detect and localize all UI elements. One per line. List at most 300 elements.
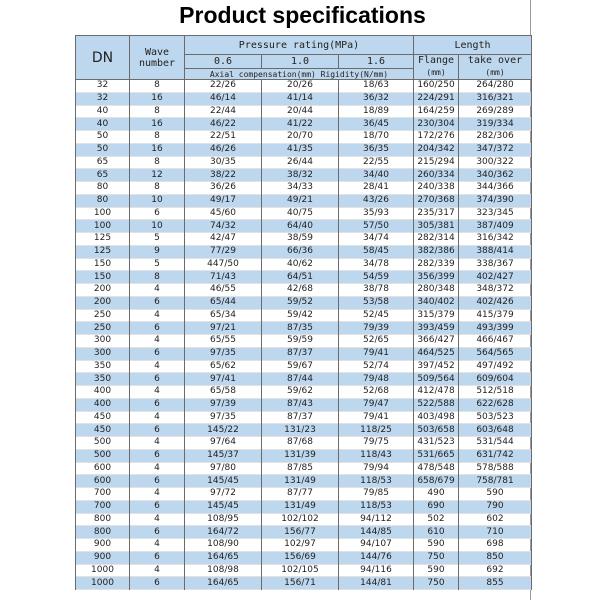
cell-axial-1-0: 59/62 [262,386,339,399]
cell-axial-1-6: 79/94 [339,462,414,475]
cell-wave-number: 16 [130,118,185,131]
cell-take-over: 466/467 [459,335,532,348]
cell-flange: 503/658 [414,424,459,437]
table-row [76,80,532,93]
cell-axial-0-6: 97/80 [185,462,262,475]
cell-axial-1-0: 87/85 [262,462,339,475]
cell-dn: 150 [76,271,130,284]
cell-axial-1-6: 52/65 [339,335,414,348]
cell-axial-0-6: 145/22 [185,424,262,437]
cell-wave-number: 6 [130,424,185,437]
cell-take-over: 316/321 [459,92,532,105]
flange-unit: (mm) [426,68,446,77]
cell-take-over: 340/362 [459,169,532,182]
header-pressure-0-6: 0.6 [185,55,262,69]
cell-axial-1-0: 87/37 [262,411,339,424]
cell-axial-1-0: 38/32 [262,169,339,182]
cell-axial-1-0: 102/97 [262,539,339,552]
cell-take-over: 323/345 [459,207,532,220]
cell-dn: 800 [76,513,130,526]
cell-wave-number: 6 [130,577,185,590]
cell-take-over: 388/414 [459,245,532,258]
cell-take-over: 710 [459,526,532,539]
cell-dn: 800 [76,526,130,539]
table-row [76,105,532,118]
cell-axial-1-6: 144/81 [339,577,414,590]
cell-axial-1-6: 18/89 [339,105,414,118]
cell-axial-0-6: 97/39 [185,398,262,411]
cell-axial-1-6: 79/48 [339,373,414,386]
cell-axial-1-6: 79/41 [339,347,414,360]
cell-wave-number: 6 [130,526,185,539]
cell-flange: 397/452 [414,360,459,373]
table-row [76,271,532,284]
cell-dn: 200 [76,284,130,297]
cell-axial-0-6: 97/21 [185,322,262,335]
cell-axial-0-6: 97/41 [185,373,262,386]
table-row [76,437,532,450]
cell-flange: 509/564 [414,373,459,386]
cell-dn: 65 [76,169,130,182]
cell-axial-1-6: 36/35 [339,143,414,156]
cell-take-over: 758/781 [459,475,532,488]
cell-axial-0-6: 164/65 [185,551,262,564]
cell-axial-0-6: 97/64 [185,437,262,450]
cell-wave-number: 16 [130,92,185,105]
cell-axial-1-0: 87/44 [262,373,339,386]
cell-axial-1-0: 102/105 [262,564,339,577]
cell-wave-number: 16 [130,143,185,156]
cell-flange: 172/276 [414,131,459,144]
cell-axial-1-6: 58/45 [339,245,414,258]
table-row [76,309,532,322]
cell-axial-1-0: 87/43 [262,398,339,411]
cell-take-over: 692 [459,564,532,577]
cell-dn: 250 [76,322,130,335]
cell-axial-1-0: 20/26 [262,80,339,93]
header-take-over [459,55,532,80]
cell-wave-number: 4 [130,360,185,373]
cell-axial-1-6: 38/78 [339,284,414,297]
cell-dn: 80 [76,182,130,195]
cell-wave-number: 4 [130,564,185,577]
cell-dn: 450 [76,424,130,437]
cell-wave-number: 4 [130,513,185,526]
cell-flange: 224/291 [414,92,459,105]
cell-take-over: 402/427 [459,271,532,284]
cell-flange: 230/304 [414,118,459,131]
cell-take-over: 790 [459,500,532,513]
cell-take-over: 374/390 [459,194,532,207]
cell-take-over: 269/289 [459,105,532,118]
cell-axial-1-0: 41/22 [262,118,339,131]
cell-take-over: 402/426 [459,296,532,309]
cell-axial-1-0: 64/51 [262,271,339,284]
cell-flange: 382/386 [414,245,459,258]
cell-wave-number: 10 [130,220,185,233]
table-row [76,386,532,399]
cell-wave-number: 4 [130,462,185,475]
cell-dn: 100 [76,207,130,220]
table-row [76,360,532,373]
table-row [76,564,532,577]
cell-axial-1-0: 131/39 [262,449,339,462]
cell-axial-1-6: 34/40 [339,169,414,182]
cell-axial-0-6: 97/35 [185,347,262,360]
cell-wave-number: 6 [130,398,185,411]
table-row [76,194,532,207]
cell-take-over: 264/280 [459,80,532,93]
table-row [76,233,532,246]
cell-wave-number: 8 [130,271,185,284]
cell-axial-0-6: 42/47 [185,233,262,246]
table-row [76,500,532,513]
cell-flange: 282/314 [414,233,459,246]
table-row [76,335,532,348]
cell-wave-number: 4 [130,335,185,348]
cell-flange: 340/402 [414,296,459,309]
cell-axial-1-0: 26/44 [262,156,339,169]
cell-take-over: 578/588 [459,462,532,475]
cell-axial-1-0: 102/102 [262,513,339,526]
cell-dn: 500 [76,437,130,450]
cell-take-over: 338/367 [459,258,532,271]
cell-axial-0-6: 46/55 [185,284,262,297]
cell-flange: 366/427 [414,335,459,348]
cell-axial-1-6: 118/53 [339,475,414,488]
cell-axial-0-6: 145/37 [185,449,262,462]
cell-flange: 403/498 [414,411,459,424]
cell-axial-0-6: 65/44 [185,296,262,309]
cell-flange: 531/665 [414,449,459,462]
cell-axial-1-0: 20/44 [262,105,339,118]
cell-flange: 160/250 [414,80,459,93]
cell-wave-number: 5 [130,258,185,271]
cell-take-over: 497/492 [459,360,532,373]
cell-flange: 235/317 [414,207,459,220]
cell-take-over: 603/648 [459,424,532,437]
cell-axial-0-6: 108/95 [185,513,262,526]
cell-axial-1-6: 54/59 [339,271,414,284]
cell-flange: 282/339 [414,258,459,271]
cell-axial-0-6: 145/45 [185,475,262,488]
cell-axial-0-6: 36/26 [185,182,262,195]
cell-dn: 50 [76,143,130,156]
cell-dn: 350 [76,373,130,386]
table-row [76,92,532,105]
table-row [76,220,532,233]
table-row [76,156,532,169]
cell-axial-0-6: 22/26 [185,80,262,93]
cell-wave-number: 4 [130,284,185,297]
cell-axial-0-6: 46/22 [185,118,262,131]
cell-take-over: 347/372 [459,143,532,156]
cell-axial-1-0: 87/68 [262,437,339,450]
header-axial-rigidity: Axial compensation(mm) Rigidity(N/mm) [185,69,414,80]
cell-dn: 65 [76,156,130,169]
cell-flange: 356/399 [414,271,459,284]
cell-axial-1-6: 53/58 [339,296,414,309]
cell-axial-1-6: 79/75 [339,437,414,450]
cell-axial-1-0: 40/75 [262,207,339,220]
cell-axial-1-0: 156/71 [262,577,339,590]
cell-dn: 40 [76,118,130,131]
cell-dn: 350 [76,360,130,373]
cell-dn: 300 [76,335,130,348]
cell-flange: 164/259 [414,105,459,118]
cell-axial-1-0: 42/68 [262,284,339,297]
cell-flange: 260/334 [414,169,459,182]
header-length: Length [414,36,532,55]
cell-take-over: 531/544 [459,437,532,450]
cell-axial-0-6: 65/55 [185,335,262,348]
cell-take-over: 855 [459,577,532,590]
table-row [76,577,532,590]
cell-take-over: 319/334 [459,118,532,131]
cell-flange: 270/368 [414,194,459,207]
cell-axial-1-0: 87/77 [262,488,339,501]
cell-wave-number: 6 [130,207,185,220]
header-pressure-rating: Pressure rating(MPa) [185,36,414,55]
cell-flange: 750 [414,551,459,564]
cell-take-over: 415/379 [459,309,532,322]
cell-axial-1-6: 79/47 [339,398,414,411]
cell-dn: 700 [76,500,130,513]
cell-dn: 100 [76,220,130,233]
table-row [76,449,532,462]
cell-take-over: 602 [459,513,532,526]
header-pressure-1-0: 1.0 [262,55,339,69]
table-row [76,551,532,564]
cell-axial-1-6: 94/116 [339,564,414,577]
cell-flange: 431/523 [414,437,459,450]
cell-flange: 204/342 [414,143,459,156]
cell-wave-number: 9 [130,245,185,258]
cell-axial-0-6: 74/32 [185,220,262,233]
cell-axial-1-6: 22/55 [339,156,414,169]
cell-axial-1-6: 144/85 [339,526,414,539]
cell-wave-number: 8 [130,182,185,195]
cell-axial-0-6: 108/98 [185,564,262,577]
cell-flange: 393/459 [414,322,459,335]
cell-wave-number: 8 [130,131,185,144]
cell-wave-number: 6 [130,347,185,360]
cell-axial-1-0: 38/59 [262,233,339,246]
cell-flange: 280/348 [414,284,459,297]
cell-wave-number: 4 [130,437,185,450]
cell-take-over: 503/523 [459,411,532,424]
cell-dn: 500 [76,449,130,462]
cell-axial-0-6: 108/90 [185,539,262,552]
cell-dn: 600 [76,475,130,488]
cell-axial-0-6: 164/72 [185,526,262,539]
header-flange [414,55,459,80]
cell-dn: 250 [76,309,130,322]
cell-dn: 200 [76,296,130,309]
cell-axial-0-6: 164/65 [185,577,262,590]
cell-axial-0-6: 38/22 [185,169,262,182]
cell-dn: 400 [76,386,130,399]
cell-wave-number: 8 [130,105,185,118]
cell-axial-1-0: 20/70 [262,131,339,144]
cell-flange: 658/679 [414,475,459,488]
cell-dn: 32 [76,92,130,105]
cell-dn: 600 [76,462,130,475]
table-row [76,118,532,131]
cell-axial-1-0: 49/21 [262,194,339,207]
header-pressure-1-6: 1.6 [339,55,414,69]
cell-take-over: 512/518 [459,386,532,399]
cell-take-over: 631/742 [459,449,532,462]
table-row [76,169,532,182]
cell-axial-1-6: 52/74 [339,360,414,373]
cell-flange: 502 [414,513,459,526]
cell-take-over: 348/372 [459,284,532,297]
cell-wave-number: 6 [130,500,185,513]
cell-dn: 400 [76,398,130,411]
cell-axial-0-6: 97/35 [185,411,262,424]
cell-axial-1-0: 59/67 [262,360,339,373]
cell-axial-0-6: 22/51 [185,131,262,144]
table-row [76,539,532,552]
cell-axial-1-6: 79/41 [339,411,414,424]
cell-axial-1-6: 118/43 [339,449,414,462]
cell-axial-1-6: 79/85 [339,488,414,501]
table-row [76,131,532,144]
cell-axial-1-6: 18/70 [339,131,414,144]
cell-axial-1-0: 156/77 [262,526,339,539]
cell-dn: 700 [76,488,130,501]
cell-axial-1-6: 94/112 [339,513,414,526]
cell-wave-number: 4 [130,539,185,552]
cell-dn: 1000 [76,577,130,590]
table-row [76,398,532,411]
table-row [76,207,532,220]
page-title: Product specifications [179,2,426,28]
cell-dn: 150 [76,258,130,271]
cell-flange: 464/525 [414,347,459,360]
cell-wave-number: 8 [130,156,185,169]
table-row [76,284,532,297]
cell-flange: 305/381 [414,220,459,233]
take-over-label: take over [467,55,523,66]
cell-axial-1-6: 36/45 [339,118,414,131]
cell-axial-1-6: 57/50 [339,220,414,233]
cell-axial-0-6: 97/72 [185,488,262,501]
cell-wave-number: 6 [130,449,185,462]
cell-axial-1-0: 41/35 [262,143,339,156]
cell-axial-1-6: 118/53 [339,500,414,513]
cell-take-over: 493/399 [459,322,532,335]
cell-axial-1-6: 36/32 [339,92,414,105]
cell-axial-1-6: 52/68 [339,386,414,399]
cell-flange: 590 [414,564,459,577]
cell-wave-number: 6 [130,296,185,309]
table-row [76,488,532,501]
cell-flange: 215/294 [414,156,459,169]
cell-flange: 412/478 [414,386,459,399]
cell-dn: 300 [76,347,130,360]
cell-wave-number: 12 [130,169,185,182]
cell-axial-0-6: 71/43 [185,271,262,284]
cell-dn: 125 [76,245,130,258]
cell-axial-1-6: 144/76 [339,551,414,564]
cell-axial-1-6: 52/45 [339,309,414,322]
table-row [76,182,532,195]
cell-axial-1-0: 131/49 [262,475,339,488]
cell-take-over: 564/565 [459,347,532,360]
cell-axial-0-6: 65/62 [185,360,262,373]
cell-axial-1-6: 35/93 [339,207,414,220]
table-row [76,322,532,335]
flange-label: Flange [417,55,455,66]
cell-take-over: 387/409 [459,220,532,233]
cell-axial-1-6: 34/74 [339,233,414,246]
table-row [76,245,532,258]
cell-wave-number: 6 [130,373,185,386]
cell-axial-0-6: 65/34 [185,309,262,322]
cell-axial-0-6: 447/50 [185,258,262,271]
cell-take-over: 344/366 [459,182,532,195]
cell-flange: 522/588 [414,398,459,411]
table-row [76,526,532,539]
cell-axial-1-0: 64/40 [262,220,339,233]
cell-dn: 900 [76,539,130,552]
cell-axial-0-6: 46/14 [185,92,262,105]
cell-axial-0-6: 145/45 [185,500,262,513]
header-dn: DN [76,36,130,80]
cell-dn: 40 [76,105,130,118]
cell-axial-1-6: 79/39 [339,322,414,335]
cell-axial-0-6: 46/26 [185,143,262,156]
table-row [76,296,532,309]
cell-take-over: 590 [459,488,532,501]
cell-flange: 490 [414,488,459,501]
cell-wave-number: 6 [130,551,185,564]
table-body [76,80,532,590]
cell-wave-number: 4 [130,309,185,322]
cell-dn: 80 [76,194,130,207]
cell-dn: 450 [76,411,130,424]
cell-flange: 610 [414,526,459,539]
table-row [76,411,532,424]
cell-take-over: 282/306 [459,131,532,144]
cell-dn: 1000 [76,564,130,577]
cell-take-over: 698 [459,539,532,552]
cell-flange: 590 [414,539,459,552]
cell-axial-1-6: 43/26 [339,194,414,207]
cell-wave-number: 4 [130,411,185,424]
cell-axial-1-6: 34/78 [339,258,414,271]
cell-axial-1-6: 28/41 [339,182,414,195]
cell-flange: 690 [414,500,459,513]
cell-wave-number: 5 [130,233,185,246]
cell-wave-number: 6 [130,475,185,488]
cell-flange: 750 [414,577,459,590]
cell-axial-1-0: 131/23 [262,424,339,437]
cell-axial-0-6: 77/29 [185,245,262,258]
cell-take-over: 609/604 [459,373,532,386]
cell-axial-1-0: 59/42 [262,309,339,322]
table-row [76,347,532,360]
table-row [76,258,532,271]
cell-wave-number: 10 [130,194,185,207]
table-row [76,373,532,386]
cell-axial-1-6: 94/107 [339,539,414,552]
cell-axial-0-6: 30/35 [185,156,262,169]
cell-axial-0-6: 49/17 [185,194,262,207]
cell-axial-0-6: 22/44 [185,105,262,118]
